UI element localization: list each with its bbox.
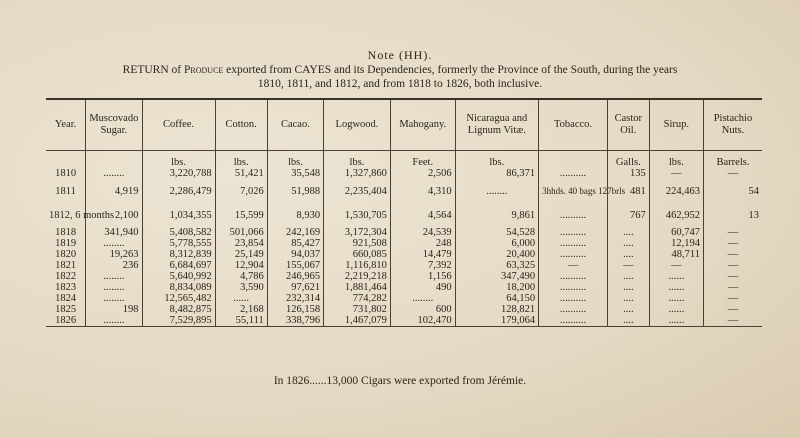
column-header: Cacao. [267, 99, 323, 151]
value-cell: 242,169 [267, 227, 323, 238]
column-header: Tobacco. [539, 99, 608, 151]
value-cell: 86,371 [455, 168, 538, 179]
table-row [46, 179, 762, 203]
value-cell: .... [607, 315, 649, 327]
value-cell: — [539, 260, 608, 271]
value-cell: 341,940 [86, 227, 142, 238]
value-cell: 54,528 [455, 227, 538, 238]
unit-cell [46, 151, 86, 169]
year-cell: 1821 [55, 260, 77, 271]
unit-cell: lbs. [324, 151, 391, 169]
value-cell: 5,408,582 [142, 227, 215, 238]
value-cell: .......... [539, 203, 608, 227]
value-cell: ........ [86, 315, 142, 327]
title-part-b: Produce [184, 64, 224, 76]
value-cell: 660,085 [324, 249, 391, 260]
value-cell: .... [607, 271, 649, 282]
value-cell: ........ [86, 271, 142, 282]
value-cell: 6,000 [455, 238, 538, 249]
year-cell: 1819 [55, 238, 77, 249]
year-cell: 1823 [55, 282, 77, 293]
table-row [46, 249, 762, 260]
value-cell: 60,747 [649, 227, 703, 238]
value-cell: ........ [86, 168, 142, 179]
value-cell: .... [607, 304, 649, 315]
value-cell: 128,821 [455, 304, 538, 315]
value-cell: — [703, 227, 762, 238]
column-header: Sirup. [649, 99, 703, 151]
value-cell: 347,490 [455, 271, 538, 282]
value-cell: 97,621 [267, 282, 323, 293]
value-cell: — [649, 168, 703, 179]
value-cell: 1,116,810 [324, 260, 391, 271]
table-row [46, 168, 762, 179]
column-header: Muscovado Sugar. [86, 99, 142, 151]
value-cell: 1,034,355 [142, 203, 215, 227]
value-cell: 7,026 [215, 179, 267, 203]
value-cell: 135 [607, 168, 649, 179]
value-cell: — [703, 168, 762, 179]
produce-return-table [46, 98, 762, 327]
value-cell: ........ [86, 293, 142, 304]
note-heading: Note (HH). [367, 48, 433, 62]
value-cell: 8,834,089 [142, 282, 215, 293]
column-header: Cotton. [215, 99, 267, 151]
value-cell: 25,149 [215, 249, 267, 260]
year-cell: 1810 [55, 168, 77, 179]
value-cell: — [703, 282, 762, 293]
value-cell: 24,539 [390, 227, 455, 238]
value-cell: 179,064 [455, 315, 538, 327]
header-row [46, 99, 762, 151]
value-cell: 14,479 [390, 249, 455, 260]
value-cell: 224,463 [649, 179, 703, 203]
value-cell: .... [607, 293, 649, 304]
value-cell: 5,640,992 [142, 271, 215, 282]
unit-cell: Feet. [390, 151, 455, 169]
value-cell: 9,861 [455, 203, 538, 227]
value-cell [539, 179, 626, 203]
year-cell: 1824 [55, 293, 77, 304]
value-cell: 48,711 [649, 249, 703, 260]
value-cell: .......... [539, 293, 608, 304]
title-part-c: exported from CAYES and its Dependencies, formerly the Province of the South, during the years [223, 64, 678, 76]
value-cell: — [649, 260, 703, 271]
unit-cell [86, 151, 142, 169]
table-title-line1 [0, 64, 800, 76]
value-cell: ........ [86, 238, 142, 249]
value-cell: 481 [607, 179, 649, 203]
value-cell: 490 [390, 282, 455, 293]
value-cell: 94,037 [267, 249, 323, 260]
unit-cell: Galls. [607, 151, 649, 169]
column-header: Mahogany. [390, 99, 455, 151]
table-row [46, 260, 762, 271]
table-title-line2: 1810, 1811, and 1812, and from 1818 to 1826, both inclusive. [257, 78, 543, 90]
value-cell: ........ [86, 282, 142, 293]
value-cell: 85,427 [267, 238, 323, 249]
value-cell: 4,564 [390, 203, 455, 227]
value-cell: 18,200 [455, 282, 538, 293]
value-cell: 2,506 [390, 168, 455, 179]
value-cell: — [703, 260, 762, 271]
value-cell: 1,156 [390, 271, 455, 282]
value-cell: 3,590 [215, 282, 267, 293]
table-row [46, 203, 762, 227]
value-cell: 102,470 [390, 315, 455, 327]
value-cell: 501,066 [215, 227, 267, 238]
value-cell: 4,310 [390, 179, 455, 203]
table-row [46, 293, 762, 304]
table-row [46, 227, 762, 238]
value-cell: — [703, 249, 762, 260]
value-cell: 55,111 [215, 315, 267, 327]
value-cell: .......... [539, 304, 608, 315]
value-cell: — [703, 304, 762, 315]
value-cell: 2,219,218 [324, 271, 391, 282]
value-cell: 338,796 [267, 315, 323, 327]
value-cell: 6,684,697 [142, 260, 215, 271]
value-cell: 12,565,482 [142, 293, 215, 304]
value-cell: 8,312,839 [142, 249, 215, 260]
value-cell: 4,786 [215, 271, 267, 282]
value-cell: .......... [539, 271, 608, 282]
table-row [46, 271, 762, 282]
value-cell: — [703, 293, 762, 304]
value-cell: .......... [539, 315, 608, 327]
value-cell: 15,599 [215, 203, 267, 227]
value-cell: 51,988 [267, 179, 323, 203]
value-cell: .... [607, 238, 649, 249]
value-cell: 12,904 [215, 260, 267, 271]
column-header: Coffee. [142, 99, 215, 151]
table-row [46, 282, 762, 293]
value-cell: 19,263 [86, 249, 142, 260]
year-cell: 1826 [46, 315, 86, 327]
value-cell: 8,930 [267, 203, 323, 227]
value-cell: 20,400 [455, 249, 538, 260]
value-cell: 246,965 [267, 271, 323, 282]
value-cell: — [703, 315, 762, 327]
value-cell: 2,286,479 [142, 179, 215, 203]
unit-cell: lbs. [649, 151, 703, 169]
table-row [46, 315, 762, 327]
value-cell: 63,325 [455, 260, 538, 271]
year-cell: 1811 [55, 185, 76, 197]
value-cell: .......... [539, 249, 608, 260]
value-cell: 236 [86, 260, 142, 271]
value-cell: 12,194 [649, 238, 703, 249]
value-cell: 35,548 [267, 168, 323, 179]
units-row [46, 151, 762, 169]
value-cell: 23,854 [215, 238, 267, 249]
value-cell: .... [607, 282, 649, 293]
value-cell: 600 [390, 304, 455, 315]
value-cell: ...... [649, 293, 703, 304]
column-header: Castor Oil. [607, 99, 649, 151]
unit-cell: lbs. [142, 151, 215, 169]
value-cell: ...... [215, 293, 267, 304]
value-cell: 8,482,875 [142, 304, 215, 315]
value-cell: 126,158 [267, 304, 323, 315]
value-cell: .......... [539, 168, 608, 179]
tobacco-note: 3hhds. 40 bags 127brls [542, 186, 626, 196]
year-cell: 1818 [55, 227, 77, 238]
column-header: Logwood. [324, 99, 391, 151]
column-header: Year. [46, 99, 86, 151]
value-cell: 2,168 [215, 304, 267, 315]
value-cell: 232,314 [267, 293, 323, 304]
value-cell: 155,067 [267, 260, 323, 271]
title-part-a: RETURN of [122, 64, 184, 76]
value-cell: .... [607, 227, 649, 238]
value-cell: ...... [649, 282, 703, 293]
table-row [46, 238, 762, 249]
value-cell: 462,952 [649, 203, 703, 227]
year-cell: 1820 [55, 249, 77, 260]
value-cell: — [703, 238, 762, 249]
value-cell: 1,327,860 [324, 168, 391, 179]
value-cell: 54 [703, 179, 762, 203]
value-cell: 13 [703, 203, 762, 227]
value-cell: 198 [86, 304, 142, 315]
year-cell: 1825 [55, 304, 77, 315]
unit-cell: Barrels. [703, 151, 762, 169]
value-cell: 1,467,079 [324, 315, 391, 327]
unit-cell: lbs. [455, 151, 538, 169]
value-cell: .......... [539, 227, 608, 238]
footer-note: In 1826......13,000 Cigars were exported from Jérémie. [273, 375, 527, 387]
value-cell: ...... [649, 271, 703, 282]
value-cell: 64,150 [455, 293, 538, 304]
value-cell: 51,421 [215, 168, 267, 179]
value-cell: 3,172,304 [324, 227, 391, 238]
table-row [46, 304, 762, 315]
value-cell: 767 [607, 203, 649, 227]
value-cell: 2,100 [86, 203, 142, 227]
value-cell: ........ [390, 293, 455, 304]
value-cell: ...... [649, 315, 703, 327]
value-cell: .... [607, 249, 649, 260]
value-cell: 4,919 [86, 179, 142, 203]
table-body [46, 151, 762, 327]
value-cell: 7,529,895 [142, 315, 215, 327]
value-cell: 774,282 [324, 293, 391, 304]
column-header: Nicaragua and Lignum Vitæ. [455, 99, 538, 151]
column-header: Pistachio Nuts. [703, 99, 762, 151]
unit-cell: lbs. [215, 151, 267, 169]
value-cell: 1,530,705 [324, 203, 391, 227]
unit-cell: lbs. [267, 151, 323, 169]
year-cell: 1822 [55, 271, 77, 282]
value-cell: 731,802 [324, 304, 391, 315]
value-cell: .......... [539, 282, 608, 293]
value-cell: .......... [539, 238, 608, 249]
value-cell: 3,220,788 [142, 168, 215, 179]
value-cell: — [703, 271, 762, 282]
year-cell: 1812, 6 months [49, 209, 115, 221]
value-cell: ........ [455, 179, 538, 203]
value-cell: 921,508 [324, 238, 391, 249]
value-cell: 2,235,404 [324, 179, 391, 203]
unit-cell [539, 151, 608, 169]
value-cell: 1,881,464 [324, 282, 391, 293]
value-cell: 248 [390, 238, 455, 249]
value-cell: ...... [649, 304, 703, 315]
value-cell: 5,778,555 [142, 238, 215, 249]
value-cell: — [607, 260, 649, 271]
value-cell: 7,392 [390, 260, 455, 271]
